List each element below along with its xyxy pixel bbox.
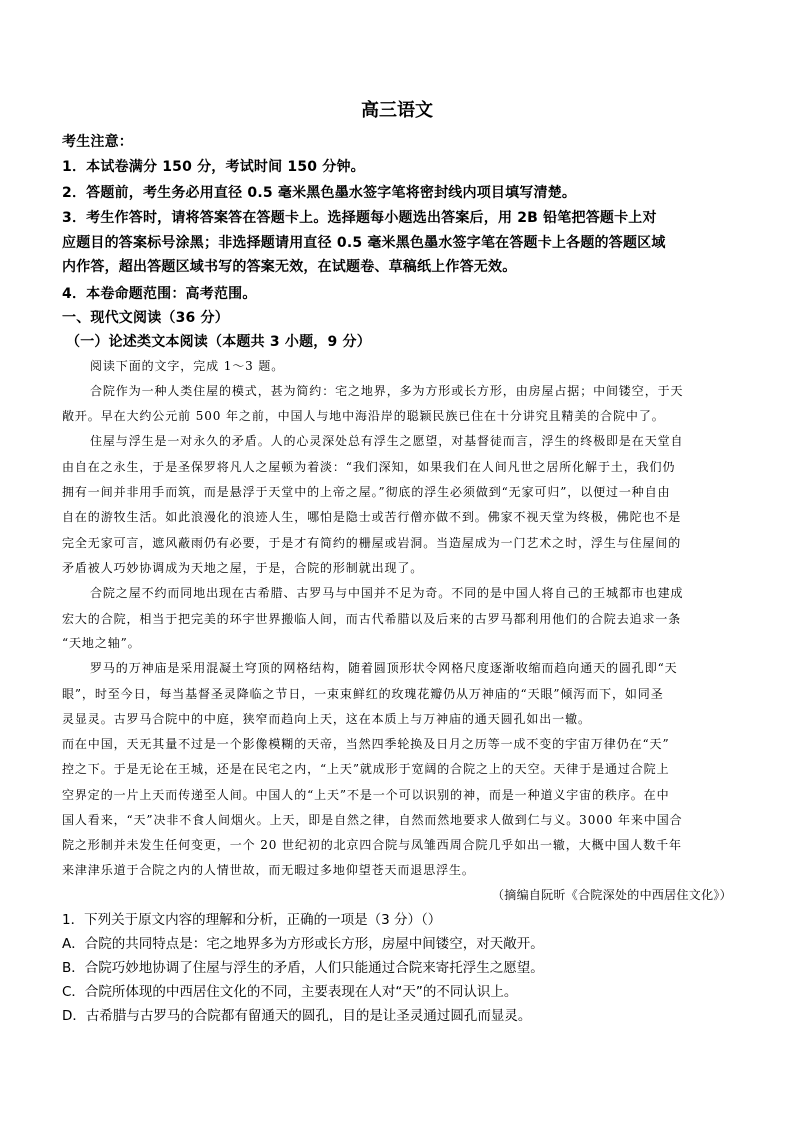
passage-line: 敞开。早在大约公元前 500 年之前，中国人与地中海沿岸的聪颖民族已住在十分讲究且精美的合院中了。: [62, 409, 665, 423]
answer-option-b: B．合院巧妙地协调了住屋与浮生的矛盾，人们只能通过合院来寄托浮生之愿望。: [62, 960, 544, 976]
notice-item: 内作答，超出答题区域书写的答案无效，在试题卷、草稿纸上作答无效。: [62, 259, 517, 275]
notice-item: 1．本试卷满分 150 分，考试时间 150 分钟。: [62, 159, 365, 175]
notice-item: 4．本卷命题范围：高考范围。: [62, 286, 257, 302]
passage-line: 由自在之永生，于是圣保罗将凡人之屋顿为着淡：“我们深知，如果我们在人间凡世之居所化解于土，我们仍: [62, 460, 676, 474]
passage-line: 完全无家可言，遮风蔽雨仍有必要，于是才有简约的栅屋或岩洞。当造屋成为一门艺术之时，浮生与住屋间的: [62, 536, 682, 550]
answer-option-c: C．合院所体现的中西居住文化的不同，主要表现在人对“天”的不同认识上。: [62, 984, 518, 1000]
passage-line: 自在的游牧生活。如此浪漫化的浪迹人生，哪怕是隐士或苦行僧亦做不到。佛家不视天堂为终极，佛陀也不是: [62, 510, 682, 524]
answer-option-d: D．古希腊与古罗马的合院都有留通天的圆孔，目的是让圣灵通过圆孔而显灵。: [62, 1008, 532, 1024]
reading-instruction: 阅读下面的文字，完成 1～3 题。: [90, 359, 285, 373]
passage-line: 国人看来，“天”决非不食人间烟火。上天，即是自然之律，自然而然地要求人做到仁与义。3000 年来中国合: [62, 813, 683, 827]
passage-line: 而在中国，天无其量不过是一个影像模糊的天帝，当然四季轮换及日月之历等一成不变的宇宙万律仍在“天”: [62, 737, 670, 751]
notice-item: 应题目的答案标号涂黑；非选择题请用直径 0.5 毫米黑色墨水签字笔在答题卡上各题的答题区域: [62, 235, 666, 251]
passage-line: 院之形制并未发生任何变更，一个 20 世纪初的北京四合院与凤雏西周合院几乎如出一辙，大概中国人数千年: [62, 838, 682, 852]
question-stem: 1．下列关于原文内容的理解和分析，正确的一项是（3 分）（）: [62, 912, 442, 928]
passage-line: 住屋与浮生是一对永久的矛盾。人的心灵深处总有浮生之愿望，对基督徒而言，浮生的终极即是在天堂自: [90, 434, 684, 448]
notice-item: 2．答题前，考生务必用直径 0.5 毫米黑色墨水签字笔将密封线内项目填写清楚。: [62, 185, 577, 201]
passage-line: 拥有一间并非用手而筑，而是悬浮于天堂中的上帝之屋。”彻底的浮生必须做到“无家可归”，以便过一种自由: [62, 485, 671, 499]
source-citation: （摘编自阮昕《合院深处的中西居住文化》）: [491, 888, 732, 902]
passage-line: 合院作为一种人类住屋的模式，甚为简约：宅之地界，多为方形或长方形，由房屋占据；中间镂空，于天: [90, 384, 684, 398]
section-heading: 一、现代文阅读（36 分）: [62, 310, 229, 326]
passage-line: 宏大的合院，相当于把完美的环宇世界搬临人间，而古代希腊以及后来的古罗马都利用他们的合院去追求一条: [62, 612, 682, 626]
subsection-heading: （一）论述类文本阅读（本题共 3 小题，9 分）: [66, 334, 371, 350]
notice-item: 3．考生作答时，请将答案答在答题卡上。选择题每小题选出答案后，用 2B 铅笔把答题卡上对: [62, 210, 657, 226]
page-title: 高三语文: [361, 100, 433, 121]
passage-line: 眼”，时至今日，每当基督圣灵降临之节日，一束束鲜红的玫瑰花瓣仍从万神庙的“天眼”倾泻而下，如同圣: [62, 687, 664, 701]
passage-line: 空界定的一片上天而传递至人间。中国人的“上天”不是一个可以识别的神，而是一种道义宇宙的秩序。在中: [62, 788, 670, 802]
passage-line: 矛盾被人巧妙协调成为天地之屋，于是，合院的形制就出现了。: [62, 561, 424, 575]
passage-line: 控之下。于是无论在王城，还是在民宅之内，“上天”就成形于宽阔的合院之上的天空。天律于是通过合院上: [62, 762, 670, 776]
passage-line: 合院之屋不约而同地出现在古希腊、古罗马与中国并不足为奇。不同的是中国人将自己的王城都市也建成: [90, 586, 684, 600]
passage-line: “天地之轴”。: [62, 636, 141, 650]
notice-heading: 考生注意：: [62, 134, 133, 150]
passage-line: 罗马的万神庙是采用混凝土穹顶的网格结构，随着圆顶形状令网格尺度逐渐收缩而趋向通天的圆孔即“天: [90, 661, 678, 675]
answer-option-a: A．合院的共同特点是：宅之地界多为方形或长方形，房屋中间镂空，对天敞开。: [62, 936, 544, 952]
passage-line: 灵显灵。古罗马合院中的中庭，狭窄而趋向上天，这在本质上与万神庙的通天圆孔如出一辙。: [62, 712, 591, 726]
passage-line: 来津津乐道于合院之内的人情世故，而无暇过多地仰望苍天而退思浮生。: [62, 863, 475, 877]
